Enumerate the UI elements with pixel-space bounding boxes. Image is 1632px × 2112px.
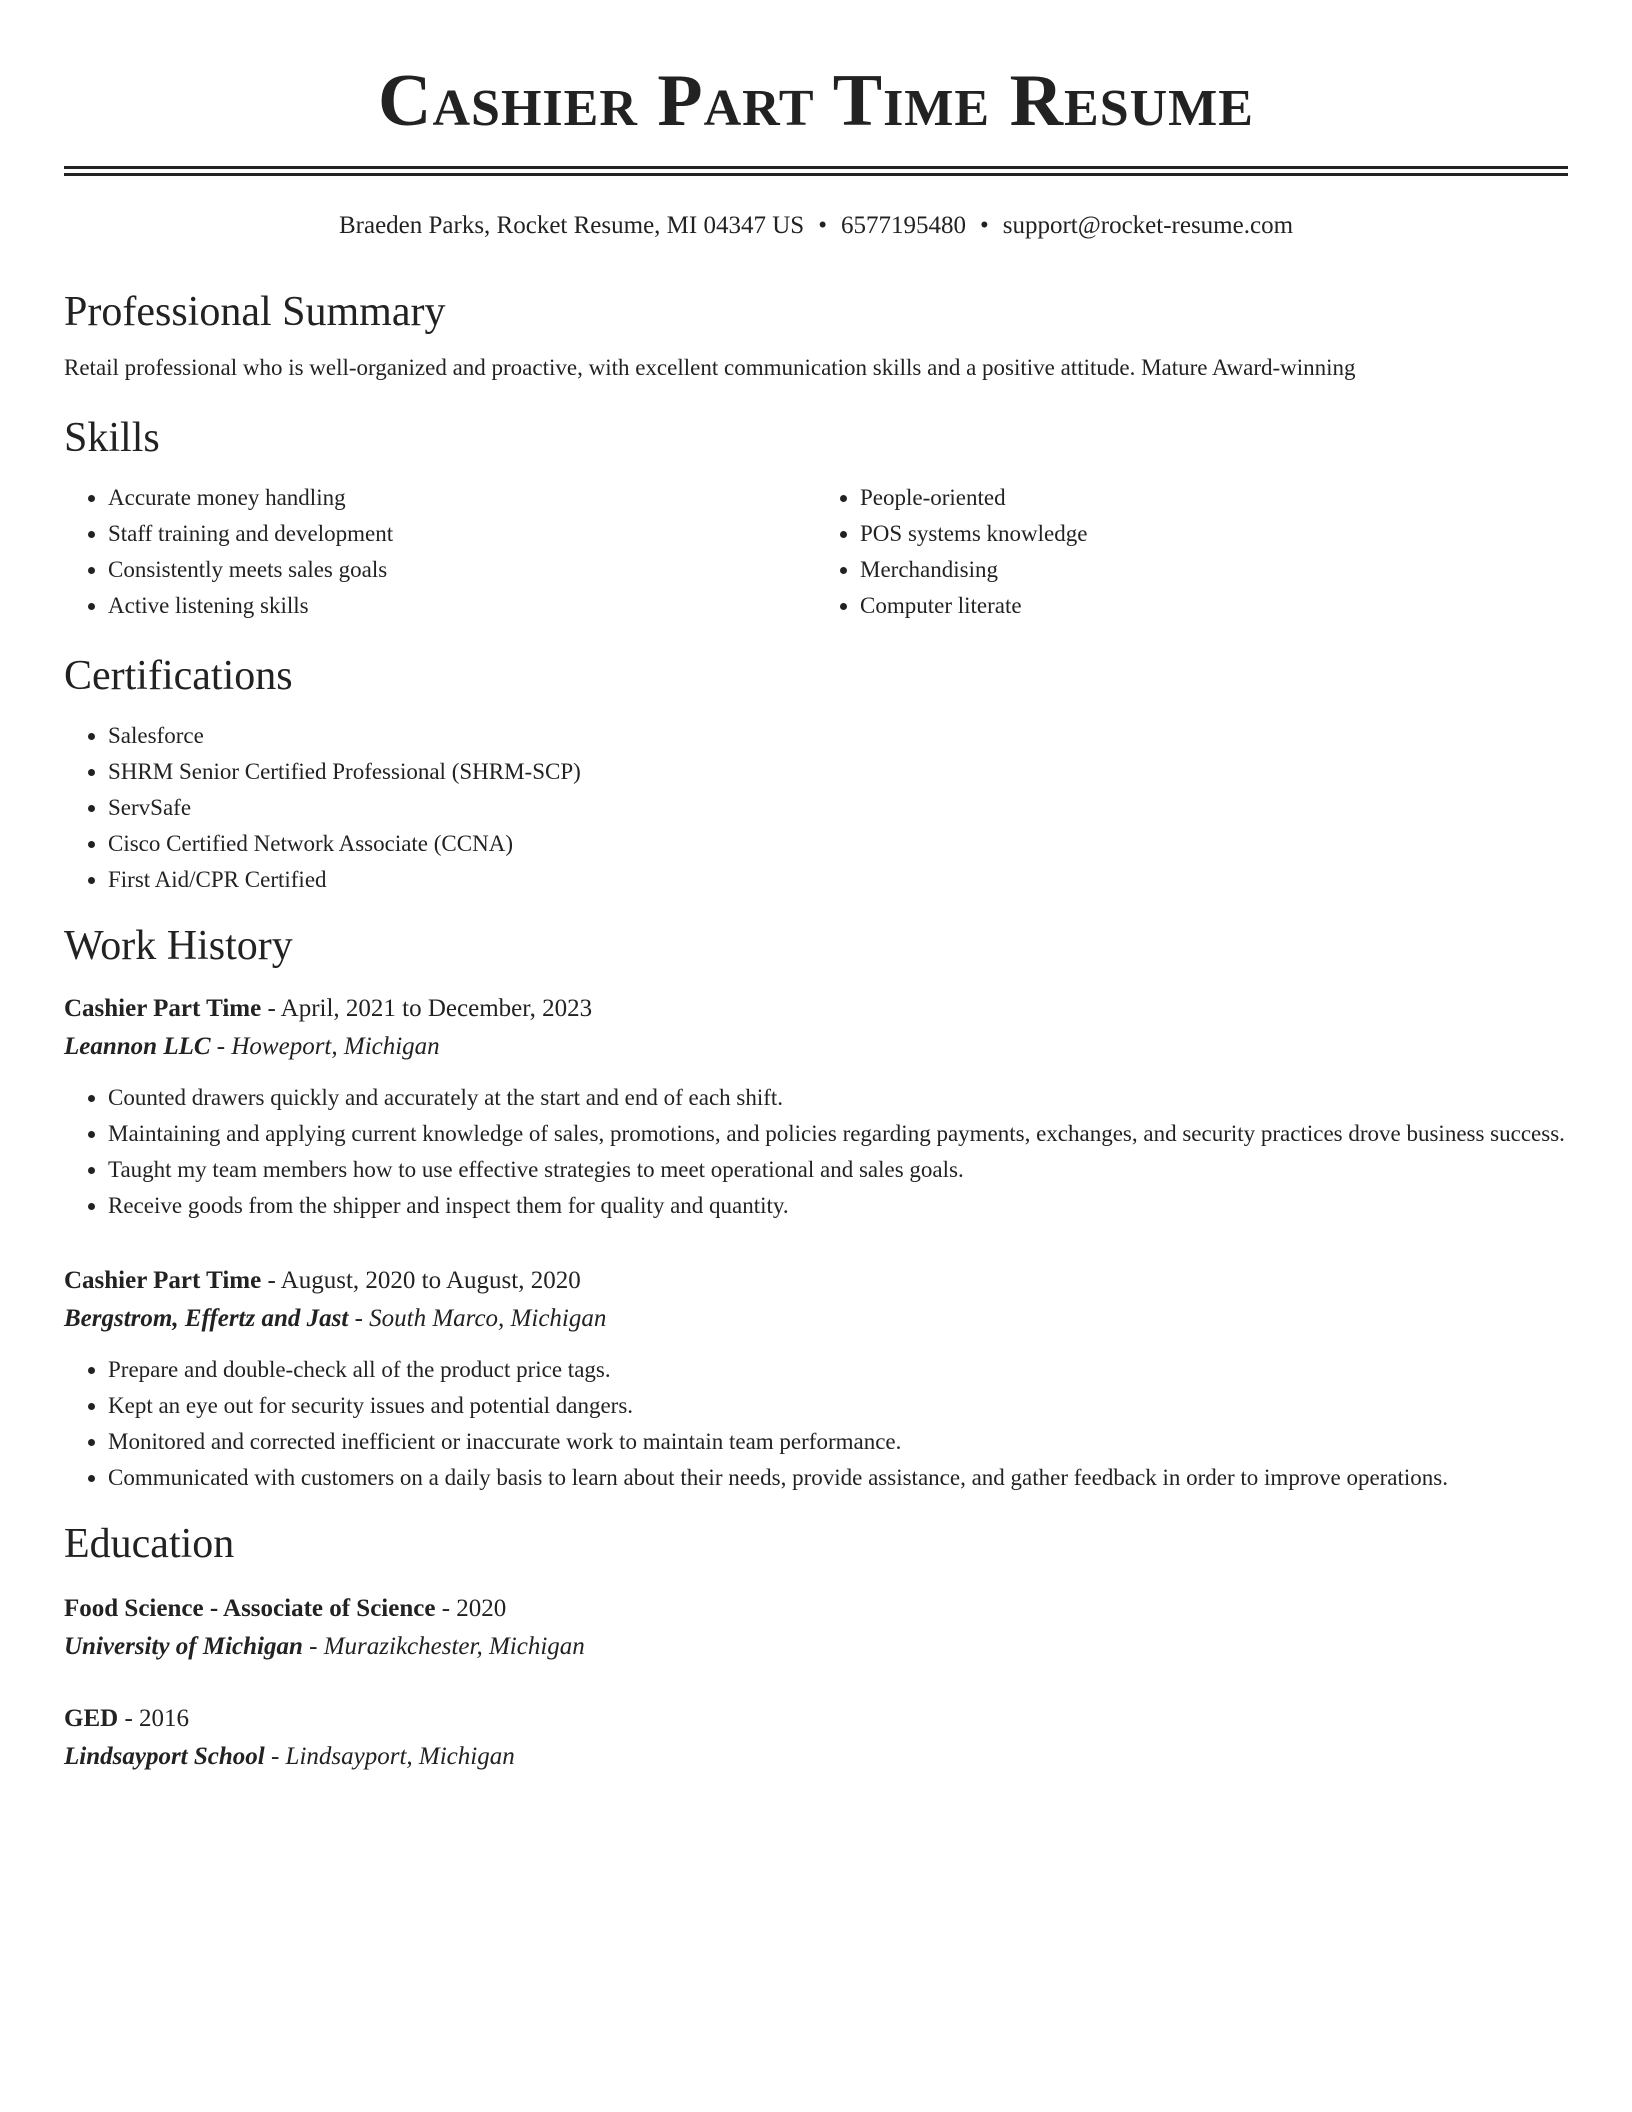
skills-heading: Skills bbox=[64, 415, 160, 461]
skill-item: • Active listening skills bbox=[108, 588, 816, 624]
job-entry bbox=[64, 1262, 1568, 1496]
certifications-section bbox=[64, 650, 1568, 898]
skills-section bbox=[64, 412, 1568, 624]
job-title: Cashier Part Time bbox=[64, 995, 262, 1022]
certifications-heading: Certifications bbox=[64, 653, 293, 699]
job-duty: • Taught my team members how to use effective strategies to meet operational and sales goals. bbox=[108, 1152, 1568, 1188]
skill-item: • Staff training and development bbox=[108, 516, 816, 552]
certification-item: • First Aid/CPR Certified bbox=[108, 862, 1568, 898]
education-heading: Education bbox=[64, 1521, 235, 1567]
education-header bbox=[64, 1700, 1568, 1738]
certification-item: • Salesforce bbox=[108, 718, 1568, 754]
job-title: Cashier Part Time bbox=[64, 1267, 262, 1294]
skills-list-left bbox=[64, 480, 816, 624]
title-divider bbox=[64, 166, 1568, 176]
summary-heading: Professional Summary bbox=[64, 289, 446, 335]
education-institution bbox=[64, 1628, 1568, 1666]
contact-email: support@rocket-resume.com bbox=[1002, 212, 1294, 239]
education-location: - Murazikchester, Michigan bbox=[302, 1633, 585, 1660]
skill-item: • People-oriented bbox=[860, 480, 1568, 516]
job-location: - South Marco, Michigan bbox=[348, 1305, 607, 1332]
education-year: - 2020 bbox=[435, 1595, 507, 1622]
job-header bbox=[64, 1262, 1568, 1300]
education-institution bbox=[64, 1738, 1568, 1776]
job-duty: • Kept an eye out for security issues and potential dangers. bbox=[108, 1388, 1568, 1424]
skills-columns bbox=[64, 480, 1568, 624]
education-degree: Food Science - Associate of Science bbox=[64, 1595, 436, 1622]
skill-item: • Accurate money handling bbox=[108, 480, 816, 516]
job-duty: • Receive goods from the shipper and inspect them for quality and quantity. bbox=[108, 1188, 1568, 1224]
education-location: - Lindsayport, Michigan bbox=[264, 1743, 515, 1770]
work-history-heading: Work History bbox=[64, 923, 293, 969]
job-company: Leannon LLC bbox=[64, 1033, 211, 1060]
job-duty: • Monitored and corrected inefficient or inaccurate work to maintain team performance. bbox=[108, 1424, 1568, 1460]
education-entry bbox=[64, 1700, 1568, 1776]
resume-title: Cashier Part Time Resume bbox=[378, 60, 1254, 142]
skill-item: • Merchandising bbox=[860, 552, 1568, 588]
contact-separator: • bbox=[979, 212, 989, 239]
job-employer bbox=[64, 1028, 1568, 1066]
certification-item: • Cisco Certified Network Associate (CCNA) bbox=[108, 826, 1568, 862]
job-location: - Howeport, Michigan bbox=[210, 1033, 440, 1060]
contact-phone: 6577195480 bbox=[840, 212, 966, 239]
education-year: - 2016 bbox=[118, 1705, 190, 1732]
contact-separator: • bbox=[818, 212, 827, 239]
job-dates: - August, 2020 to August, 2020 bbox=[261, 1267, 581, 1294]
summary-text: Retail professional who is well-organized and proactive, with excellent communication skills and a positive attitude. Mature Award-winning bbox=[64, 355, 1356, 380]
education-section bbox=[64, 1518, 1568, 1776]
work-history-section bbox=[64, 920, 1568, 1496]
skills-list-right bbox=[816, 480, 1568, 624]
education-school: University of Michigan bbox=[64, 1633, 303, 1660]
job-duties-list bbox=[64, 1352, 1568, 1496]
job-duty: • Prepare and double-check all of the product price tags. bbox=[108, 1352, 1568, 1388]
summary-section bbox=[64, 286, 1568, 384]
job-entry bbox=[64, 990, 1568, 1224]
education-degree: GED bbox=[64, 1705, 119, 1732]
job-company: Bergstrom, Effertz and Jast bbox=[64, 1305, 349, 1332]
certification-item: • SHRM Senior Certified Professional (SHRM-SCP) bbox=[108, 754, 1568, 790]
contact-address: Braeden Parks, Rocket Resume, MI 04347 US bbox=[338, 212, 805, 239]
job-dates: - April, 2021 to December, 2023 bbox=[261, 995, 593, 1022]
skill-item: • POS systems knowledge bbox=[860, 516, 1568, 552]
job-duties-list bbox=[64, 1080, 1568, 1224]
education-header bbox=[64, 1590, 1568, 1628]
job-duty: • Maintaining and applying current knowledge of sales, promotions, and policies regarding payments, exchanges, and security practices drove business success. bbox=[108, 1116, 1568, 1152]
skill-item: • Consistently meets sales goals bbox=[108, 552, 816, 588]
contact-line bbox=[64, 210, 1568, 242]
certifications-list bbox=[64, 718, 1568, 898]
certification-item: • ServSafe bbox=[108, 790, 1568, 826]
job-employer bbox=[64, 1300, 1568, 1338]
education-entry bbox=[64, 1590, 1568, 1666]
job-duty: • Counted drawers quickly and accurately at the start and end of each shift. bbox=[108, 1080, 1568, 1116]
job-duty: • Communicated with customers on a daily basis to learn about their needs, provide assistance, and gather feedback in order to improve operations. bbox=[108, 1460, 1568, 1496]
job-header bbox=[64, 990, 1568, 1028]
education-school: Lindsayport School bbox=[64, 1743, 265, 1770]
skill-item: • Computer literate bbox=[860, 588, 1568, 624]
